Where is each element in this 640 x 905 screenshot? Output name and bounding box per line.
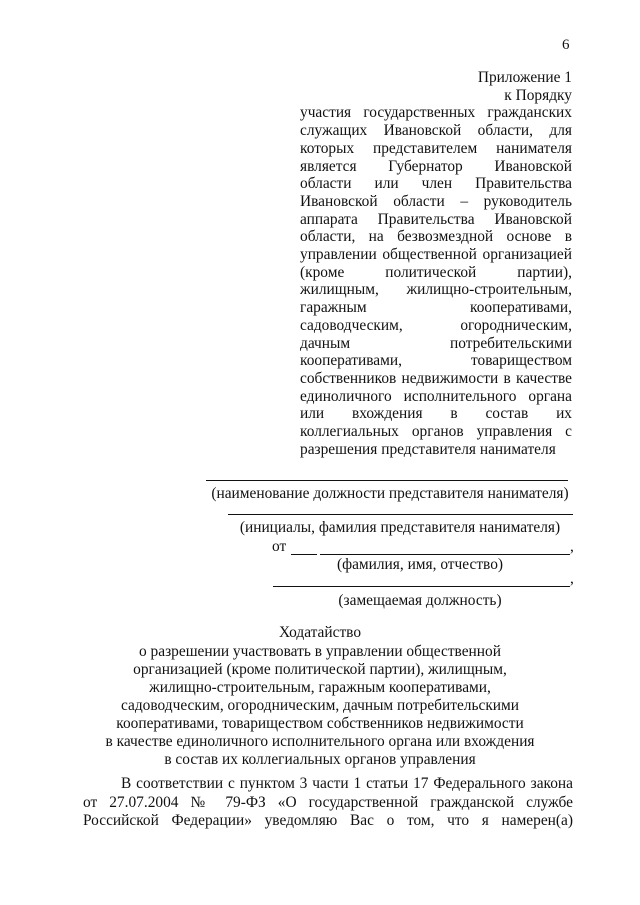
petition-body-line: от 27.07.2004 № 79-ФЗ «О государственной гражданской службе xyxy=(83,793,573,811)
appendix-line: области или член Правительства xyxy=(300,175,572,193)
appendix-line: которых представителем нанимателя xyxy=(300,139,572,157)
appendix-line: разрешения представителя нанимателя xyxy=(300,440,556,458)
from-comma: , xyxy=(570,538,574,555)
appendix-block xyxy=(300,69,572,458)
appendix-line: Ивановской области – руководитель xyxy=(300,192,572,210)
appendix-reference: к Порядку xyxy=(504,86,572,104)
employer-name-blank[interactable] xyxy=(228,514,573,515)
appendix-line: участия государственных гражданских xyxy=(300,104,572,122)
petition-subject-line: кооперативами, товариществом собственников недвижимости xyxy=(116,715,524,732)
appendix-body xyxy=(300,104,572,458)
from-row xyxy=(258,538,576,556)
petition-subject-line: в качестве единоличного исполнительного органа или вхождения xyxy=(105,733,535,750)
appendix-line: коллегиальных органов управления с xyxy=(300,423,572,441)
position-comma: , xyxy=(570,570,574,587)
from-label: от xyxy=(272,538,287,555)
employer-position-blank[interactable] xyxy=(206,480,568,481)
appendix-line: управлении общественной организацией xyxy=(300,246,572,264)
petition-subject-line: о разрешении участвовать в управлении общественной xyxy=(139,643,501,660)
appendix-line: кооперативами, товариществом xyxy=(300,352,572,370)
position-blank[interactable] xyxy=(273,586,570,587)
petition-title: Ходатайство xyxy=(278,624,362,641)
appendix-line: (кроме политической партии), xyxy=(300,263,572,281)
employer-name-caption: (инициалы, фамилия представителя нанимателя) xyxy=(239,519,561,536)
appendix-line: служащих Ивановской области, для xyxy=(300,122,572,140)
appendix-title: Приложение 1 xyxy=(477,69,572,86)
petition-subject-line: в состав их коллегиальных органов управления xyxy=(164,751,476,768)
appendix-line: жилищным, жилищно-строительным, xyxy=(300,281,572,299)
petition-subject-line: организацией (кроме политической партии), жилищным, xyxy=(133,661,507,678)
position-caption: (замещаемая должность) xyxy=(338,592,502,609)
appendix-line: единоличного исполнительного органа xyxy=(300,387,572,405)
appendix-line: дачным потребительскими xyxy=(300,334,572,352)
position-row xyxy=(270,570,576,588)
appendix-line: садоводческим, огородническим, xyxy=(300,316,572,334)
petition-body-line: В соответствии с пунктом 3 части 1 статьи 17 Федерального закона xyxy=(121,775,573,792)
petition-subject-line: садоводческим, огородническим, дачным потребительскими xyxy=(120,697,520,714)
appendix-line: является Губернатор Ивановской xyxy=(300,157,572,175)
petition-body xyxy=(83,775,573,831)
appendix-line: области, на безвозмездной основе в xyxy=(300,228,572,246)
appendix-line: гаражным кооперативами, xyxy=(300,299,572,317)
appendix-line: аппарата Правительства Ивановской xyxy=(300,210,572,228)
full-name-blank[interactable] xyxy=(320,554,570,555)
from-short-blank[interactable] xyxy=(291,554,317,555)
page-number: 6 xyxy=(562,37,570,53)
petition-body-line: Российской Федерации» уведомляю Вас о том, что я намерен(а) xyxy=(83,812,573,829)
petition-subject xyxy=(100,643,540,769)
full-name-caption: (фамилия, имя, отчество) xyxy=(336,556,504,573)
petition-subject-line: жилищно-строительным, гаражным кооперативами, xyxy=(149,679,491,696)
appendix-line: или вхождения в состав их xyxy=(300,405,572,423)
appendix-line: собственников недвижимости в качестве xyxy=(300,369,572,387)
employer-position-caption: (наименование должности представителя нанимателя) xyxy=(211,485,569,502)
